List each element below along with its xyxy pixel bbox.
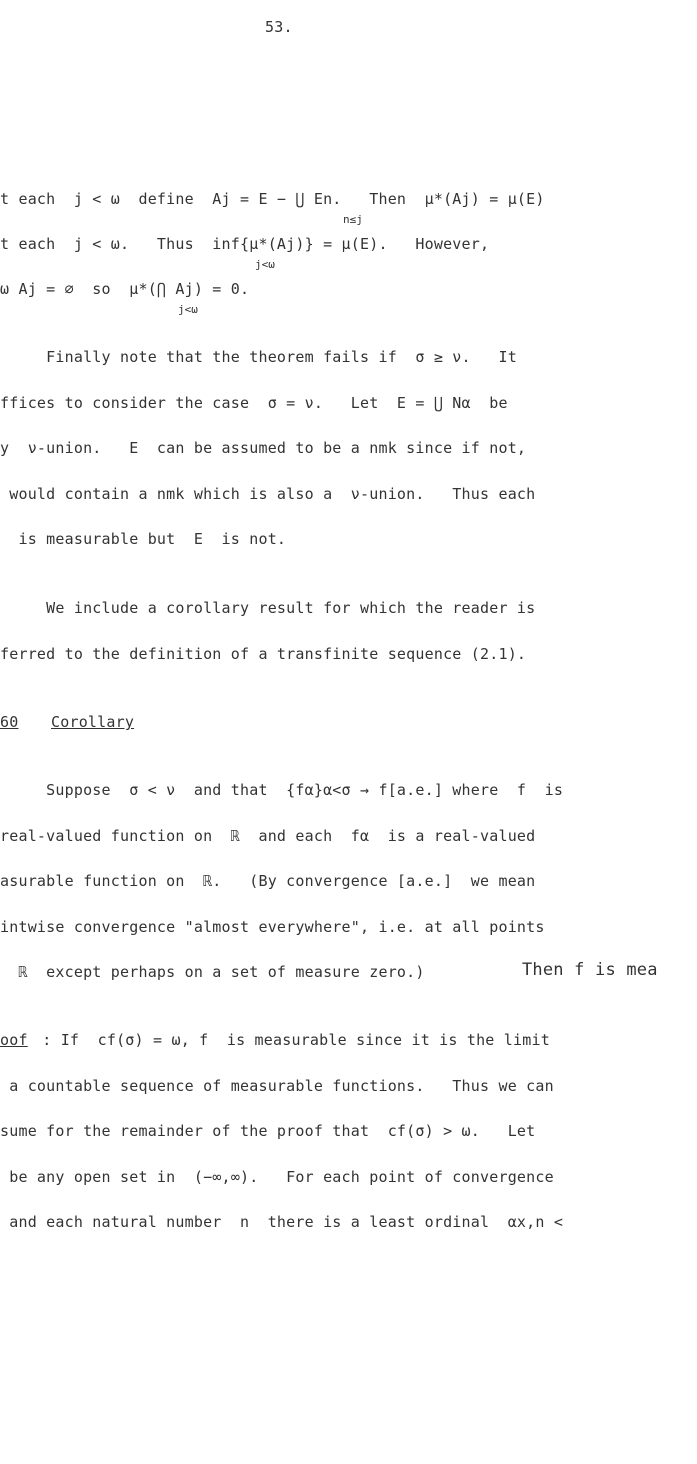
text-line-20: and each natural number n there is a least ordinal αx,n < [0,1213,564,1231]
text-line-1: t each j < ω define Aj = E − ⋃ En. Then μ*(Aj) = μ(E) [0,190,545,208]
text-line-15: ℝ except perhaps on a set of measure zero.) [0,963,425,981]
pasted-text-fragment: Then f is mea [522,960,658,980]
text-line-8: is measurable but E is not. [0,530,287,548]
text-line-18: sume for the remainder of the proof that cf(σ) > ω. Let [0,1122,536,1140]
text-line-19: be any open set in (−∞,∞). For each point of convergence [0,1168,554,1186]
text-line-7: would contain a nmk which is also a ν-union. Thus each [0,485,536,503]
text-line-13: asurable function on ℝ. (By convergence [a.e.] we mean [0,872,536,890]
text-line-17: a countable sequence of measurable functions. Thus we can [0,1077,554,1095]
text-line-14: intwise convergence "almost everywhere", i.e. at all points [0,918,545,936]
intersection-index-subscript: j<ω [178,303,198,316]
text-line-9: We include a corollary result for which the reader is [0,599,536,617]
inf-index-subscript: j<ω [255,258,275,271]
text-line-4: Finally note that the theorem fails if σ ≥ ν. It [0,348,517,366]
union-index-subscript: n≤j [343,213,363,226]
page-number: 53. [265,18,293,36]
text-line-12: real-valued function on ℝ and each fα is a real-valued [0,827,536,845]
text-line-6: y ν-union. E can be assumed to be a nmk since if not, [0,439,527,457]
section-number: 60 [0,713,19,731]
text-line-3: ω Aj = ∅ so μ*(⋂ Aj) = 0. [0,280,250,298]
text-line-11: Suppose σ < ν and that {fα}α<σ → f[a.e.] where f is [0,781,564,799]
text-line-16: : If cf(σ) = ω, f is measurable since it is the limit [33,1031,550,1049]
text-line-5: ffices to consider the case σ = ν. Let E = ⋃ Nα be [0,394,508,412]
section-title: Corollary [51,713,135,731]
text-line-10: ferred to the definition of a transfinite sequence (2.1). [0,645,527,663]
text-line-2: t each j < ω. Thus inf{μ*(Aj)} = μ(E). However, [0,235,490,253]
proof-label: oof [0,1031,28,1049]
